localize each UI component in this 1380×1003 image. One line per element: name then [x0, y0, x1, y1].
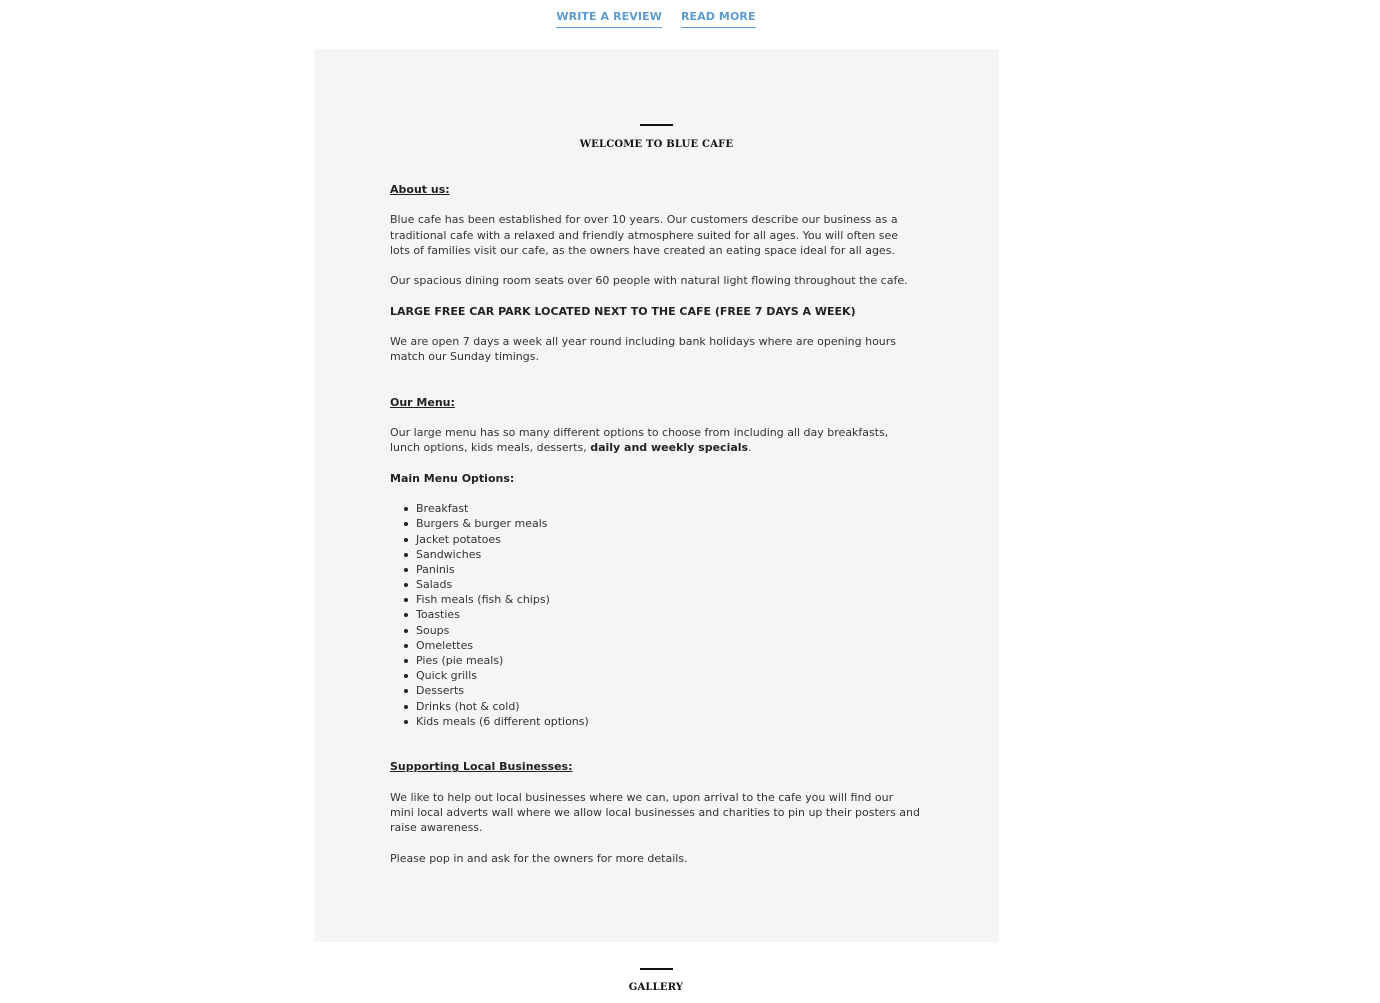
read-more-link[interactable]: READ MORE [681, 10, 756, 28]
welcome-content [390, 182, 920, 881]
menu-item: Toasties [416, 607, 920, 622]
car-park-notice: LARGE FREE CAR PARK LOCATED NEXT TO THE CAFE (FREE 7 DAYS A WEEK) [390, 304, 856, 318]
menu-item: Salads [416, 577, 920, 592]
menu-item: Paninis [416, 562, 920, 577]
menu-intro-end: . [748, 441, 752, 455]
local-business-paragraph-1: We like to help out local businesses where we can, upon arrival to the cafe you will find our mini local adverts wall where we allow local businesses and charities to pin up their posters and raise awareness. [390, 790, 921, 835]
welcome-title: WELCOME TO BLUE CAFE [579, 139, 734, 150]
menu-item: Jacket potatoes [416, 532, 920, 547]
gallery-divider [640, 968, 673, 970]
local-business-paragraph-2: Please pop in and ask for the owners for more details. [390, 851, 688, 865]
menu-item: Kids meals (6 different options) [416, 714, 920, 729]
about-paragraph-3: We are open 7 days a week all year round including bank holidays where are opening hours match our Sunday timings. [390, 334, 897, 364]
title-divider [640, 124, 673, 126]
menu-intro-text: Our large menu has so many different options to choose from including all day breakfasts, lunch options, kids meals, desserts, [390, 426, 889, 455]
about-paragraph-2: Our spacious dining room seats over 60 people with natural light flowing throughout the cafe. [390, 274, 908, 288]
menu-intro [390, 425, 920, 455]
menu-item: Sandwiches [416, 547, 920, 562]
write-review-link[interactable]: WRITE A REVIEW [556, 10, 662, 28]
about-heading: About us: [390, 183, 450, 196]
menu-item: Omelettes [416, 638, 920, 653]
menu-item: Quick grills [416, 668, 920, 683]
menu-options-list [390, 501, 920, 729]
menu-item: Pies (pie meals) [416, 653, 920, 668]
welcome-panel [314, 49, 999, 942]
menu-heading: Our Menu: [390, 395, 455, 409]
menu-item: Breakfast [416, 501, 920, 516]
menu-options-heading: Main Menu Options: [390, 471, 515, 485]
gallery-title: GALLERY [628, 982, 684, 993]
menu-item: Drinks (hot & cold) [416, 699, 920, 714]
menu-item: Burgers & burger meals [416, 516, 920, 531]
about-paragraph-1: Blue cafe has been established for over 10 years. Our customers describe our business as a traditional cafe with a relaxed and friendly atmosphere suited for all ages. You will often see lots of families visit our cafe, as the owners have created an eating space ideal for all ages. [390, 213, 899, 257]
local-business-heading: Supporting Local Businesses: [390, 760, 573, 774]
menu-item: Desserts [416, 683, 920, 698]
menu-item: Soups [416, 623, 920, 638]
top-links [0, 10, 1346, 28]
menu-item: Fish meals (fish & chips) [416, 592, 920, 607]
menu-intro-specials: daily and weekly specials [590, 441, 749, 455]
